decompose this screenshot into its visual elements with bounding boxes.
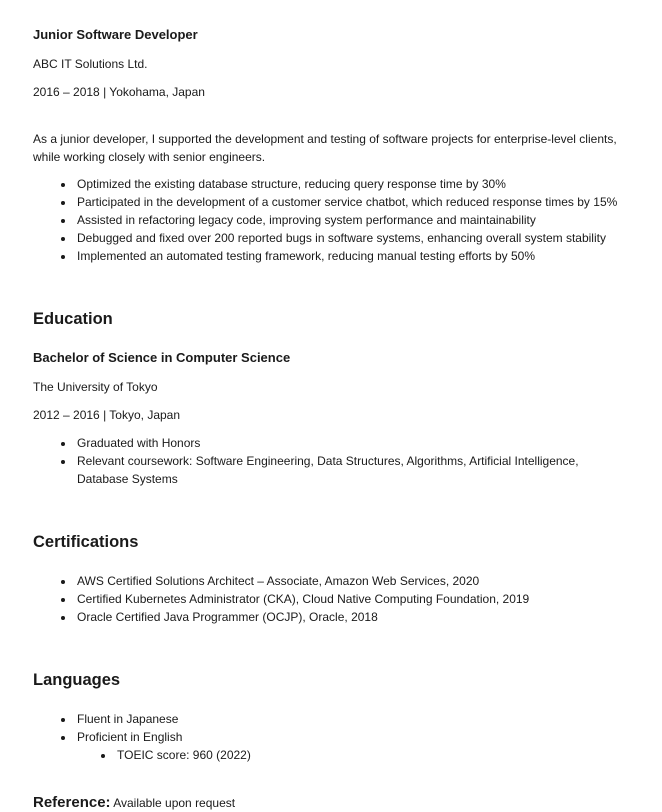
certification-item: • Certified Kubernetes Administrator (CKA), Cloud Native Computing Foundation, 2019	[75, 590, 622, 608]
certification-list	[33, 572, 622, 626]
job-bullet: • Assisted in refactoring legacy code, improving system performance and maintainability	[75, 211, 622, 229]
education-heading: Education	[33, 310, 113, 328]
education-dates-location: 2012 – 2016 | Tokyo, Japan	[33, 408, 181, 422]
language-list	[33, 710, 622, 764]
language-item: • Fluent in Japanese	[75, 710, 622, 728]
education-bullet: • Graduated with Honors	[75, 434, 622, 452]
job-dates-location: 2016 – 2018 | Yokohama, Japan	[33, 85, 205, 99]
education-bullet: • Relevant coursework: Software Engineering, Data Structures, Algorithms, Artificial Intelligence, Database Systems	[75, 452, 622, 488]
certifications-heading: Certifications	[33, 533, 139, 551]
languages-heading: Languages	[33, 671, 121, 689]
certification-item: • AWS Certified Solutions Architect – Associate, Amazon Web Services, 2020	[75, 572, 622, 590]
job-bullet: • Participated in the development of a customer service chatbot, which reduced response times by 15%	[75, 193, 622, 211]
job-summary: As a junior developer, I supported the development and testing of software projects for enterprise-level clients, while working closely with senior engineers.	[33, 132, 617, 164]
certifications-section	[33, 532, 622, 626]
certification-item: • Oracle Certified Java Programmer (OCJP), Oracle, 2018	[75, 608, 622, 626]
job-title: Junior Software Developer	[33, 27, 198, 42]
education-section	[33, 309, 622, 488]
job-bullet: • Implemented an automated testing framework, reducing manual testing efforts by 50%	[75, 247, 622, 265]
job-bullet: • Optimized the existing database structure, reducing query response time by 30%	[75, 175, 622, 193]
school-name: The University of Tokyo	[33, 380, 158, 394]
job-bullet: • Debugged and fixed over 200 reported bugs in software systems, enhancing overall system stability	[75, 229, 622, 247]
language-sub-list	[75, 746, 622, 764]
company-name: ABC IT Solutions Ltd.	[33, 57, 148, 71]
degree-title: Bachelor of Science in Computer Science	[33, 350, 291, 365]
reference-value: Available upon request	[113, 796, 236, 810]
toeic-score-item: • TOEIC score: 960 (2022)	[115, 746, 622, 764]
language-item: • Proficient in English	[75, 728, 622, 746]
experience-section	[33, 26, 622, 265]
education-bullet-list	[33, 434, 622, 488]
reference-label: Reference:	[33, 794, 111, 811]
reference-line	[33, 794, 622, 812]
languages-section	[33, 670, 622, 764]
job-bullet-list	[33, 175, 622, 265]
